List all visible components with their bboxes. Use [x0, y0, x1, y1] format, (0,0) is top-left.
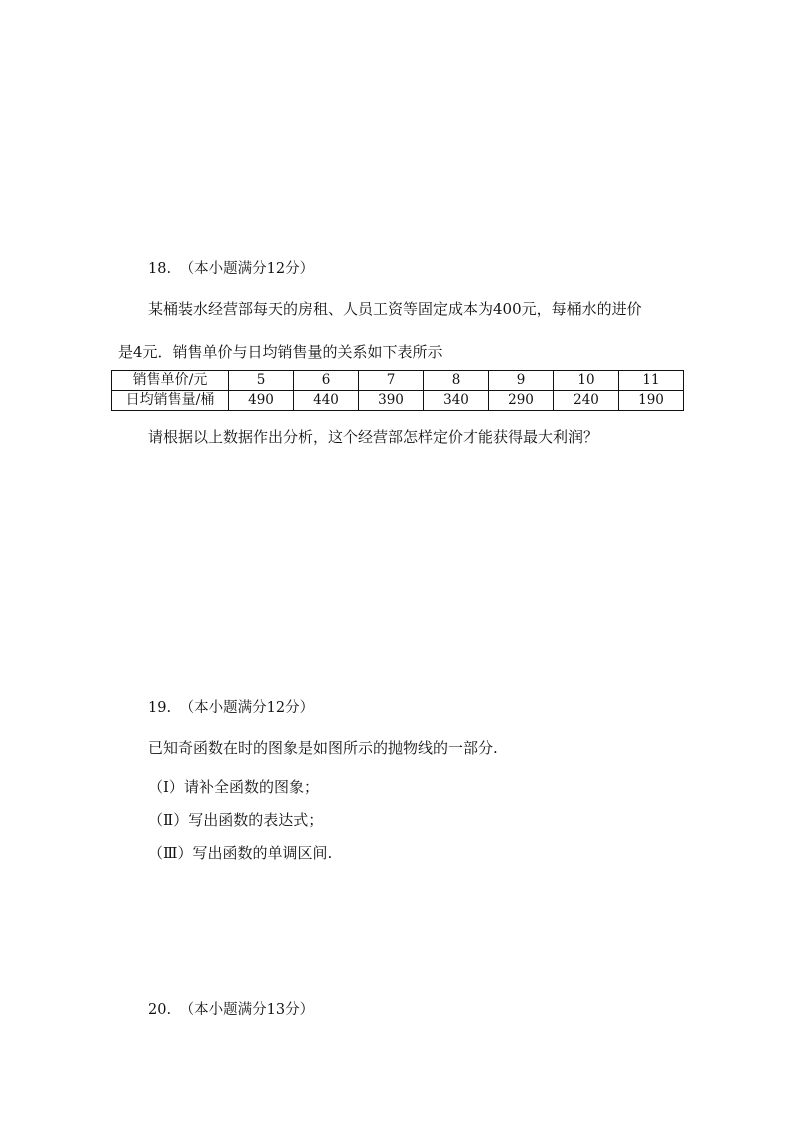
table-cell: 440 [294, 391, 359, 411]
table-cell: 390 [359, 391, 424, 411]
question-19-part-3 [148, 842, 332, 863]
question-number: 20. [148, 1002, 172, 1018]
table-cell: 9 [489, 371, 554, 391]
row-label-sales: 日均销售量/桶 [112, 391, 229, 411]
question-18-header [148, 257, 314, 278]
table-cell: 7 [359, 371, 424, 391]
question-18-line-1: 某桶装水经营部每天的房租、人员工资等固定成本为400元，每桶水的进价 [148, 300, 642, 318]
table-cell: 240 [554, 391, 619, 411]
part-text: 请补全函数的图象； [183, 778, 319, 796]
part-text: 写出函数的单调区间. [192, 844, 333, 862]
question-number: 19. [148, 700, 172, 716]
table-cell: 290 [489, 391, 554, 411]
question-19-part-1 [148, 776, 319, 797]
question-18-prompt: 请根据以上数据作出分析，这个经营部怎样定价才能获得最大利润？ [148, 428, 599, 446]
part-label: （Ⅲ） [148, 844, 193, 862]
part-label: （Ⅱ） [148, 811, 189, 829]
table-cell: 11 [619, 371, 684, 391]
part-text: 写出函数的表达式； [188, 811, 324, 829]
question-19-intro: 已知奇函数在时的图象是如图所示的抛物线的一部分. [148, 739, 498, 757]
row-label-price: 销售单价/元 [112, 371, 229, 391]
question-score: （本小题满分13分） [179, 1002, 315, 1018]
question-19-part-2 [148, 809, 323, 830]
table-row [112, 391, 684, 411]
table-cell: 5 [229, 371, 294, 391]
question-19-header [148, 696, 314, 717]
part-label: （Ⅰ） [148, 778, 184, 796]
table-cell: 8 [424, 371, 489, 391]
question-20-header [148, 998, 314, 1019]
sales-table [111, 370, 684, 411]
question-score: （本小题满分12分） [179, 261, 315, 277]
question-number: 18. [148, 261, 172, 277]
table-cell: 10 [554, 371, 619, 391]
question-18-line-2: 是4元．销售单价与日均销售量的关系如下表所示 [118, 343, 443, 361]
table-cell: 490 [229, 391, 294, 411]
table-cell: 190 [619, 391, 684, 411]
table-cell: 6 [294, 371, 359, 391]
table-cell: 340 [424, 391, 489, 411]
question-score: （本小题满分12分） [179, 700, 315, 716]
table-row [112, 371, 684, 391]
